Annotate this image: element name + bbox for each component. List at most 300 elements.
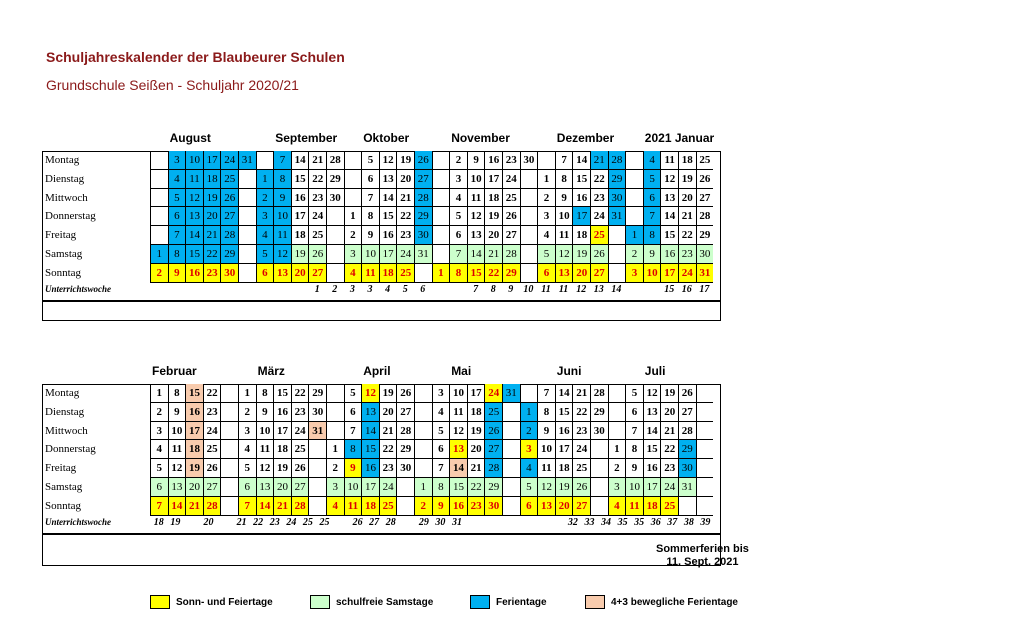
day-cell: 23 xyxy=(678,245,696,264)
day-cell: 3 xyxy=(326,478,344,497)
day-cell xyxy=(502,459,520,478)
day-cell xyxy=(238,189,256,208)
legend-label: Sonn- und Feiertage xyxy=(176,596,273,608)
day-cell: 2 xyxy=(150,403,168,422)
week-number: 16 xyxy=(681,283,692,295)
day-cell: 21 xyxy=(308,151,326,170)
day-cell: 11 xyxy=(625,497,643,516)
day-cell: 11 xyxy=(273,226,291,245)
day-cell: 6 xyxy=(537,264,555,283)
day-cell: 11 xyxy=(449,403,467,422)
day-cell xyxy=(414,264,432,283)
week-number: 8 xyxy=(490,283,496,295)
day-cell: 2 xyxy=(414,497,432,516)
day-cell: 31 xyxy=(608,207,626,226)
day-cell: 8 xyxy=(344,440,362,459)
day-cell xyxy=(520,226,538,245)
day-cell: 21 xyxy=(203,226,221,245)
day-cell: 20 xyxy=(273,478,291,497)
day-cell xyxy=(696,459,714,478)
day-cell: 1 xyxy=(326,440,344,459)
day-cell: 16 xyxy=(185,403,203,422)
day-cell: 28 xyxy=(414,189,432,208)
day-cell: 26 xyxy=(414,151,432,170)
day-cell: 16 xyxy=(572,189,590,208)
day-cell: 29 xyxy=(678,440,696,459)
day-cell: 2 xyxy=(608,459,626,478)
day-cell: 21 xyxy=(467,459,485,478)
day-cell: 7 xyxy=(361,189,379,208)
month-header: Dezember xyxy=(556,131,615,145)
day-cell: 4 xyxy=(150,440,168,459)
day-cell: 5 xyxy=(432,422,450,441)
day-cell: 15 xyxy=(449,478,467,497)
day-cell: 28 xyxy=(220,226,238,245)
day-cell: 5 xyxy=(256,245,274,264)
day-cell: 23 xyxy=(203,264,221,283)
day-cell: 26 xyxy=(484,422,502,441)
day-cell: 29 xyxy=(590,403,608,422)
day-cell: 4 xyxy=(326,497,344,516)
day-cell: 19 xyxy=(291,245,309,264)
day-cell: 28 xyxy=(326,151,344,170)
week-number: 7 xyxy=(473,283,479,295)
day-cell: 4 xyxy=(238,440,256,459)
day-cell xyxy=(502,403,520,422)
day-cell: 10 xyxy=(361,245,379,264)
day-cell: 1 xyxy=(608,440,626,459)
day-cell: 29 xyxy=(326,170,344,189)
day-cell: 9 xyxy=(256,403,274,422)
day-cell: 18 xyxy=(643,497,661,516)
day-cell: 6 xyxy=(168,207,186,226)
week-number: 33 xyxy=(584,516,595,528)
day-cell xyxy=(238,207,256,226)
day-cell: 15 xyxy=(291,170,309,189)
day-cell: 21 xyxy=(678,207,696,226)
day-cell: 28 xyxy=(590,384,608,403)
week-number: 17 xyxy=(699,283,710,295)
day-cell: 20 xyxy=(678,189,696,208)
weekday-label: Donnerstag xyxy=(45,443,96,456)
week-number: 31 xyxy=(451,516,462,528)
day-cell: 14 xyxy=(361,422,379,441)
day-cell: 27 xyxy=(414,170,432,189)
day-cell: 10 xyxy=(467,170,485,189)
day-cell: 19 xyxy=(484,207,502,226)
day-cell xyxy=(625,151,643,170)
month-header: April xyxy=(363,364,391,378)
month-header: Februar xyxy=(152,364,197,378)
day-cell: 24 xyxy=(220,151,238,170)
day-cell: 24 xyxy=(502,170,520,189)
day-cell: 24 xyxy=(379,478,397,497)
day-cell xyxy=(590,459,608,478)
day-cell: 28 xyxy=(291,497,309,516)
day-cell: 25 xyxy=(484,403,502,422)
day-cell: 28 xyxy=(696,207,714,226)
day-cell: 15 xyxy=(185,384,203,403)
day-cell: 9 xyxy=(432,497,450,516)
day-cell: 16 xyxy=(185,264,203,283)
day-cell: 19 xyxy=(379,384,397,403)
day-cell xyxy=(220,440,238,459)
day-cell: 31 xyxy=(414,245,432,264)
day-cell xyxy=(414,422,432,441)
day-cell: 12 xyxy=(660,170,678,189)
day-cell: 1 xyxy=(344,207,362,226)
day-cell xyxy=(344,151,362,170)
day-cell: 2 xyxy=(344,226,362,245)
day-cell xyxy=(432,189,450,208)
day-cell xyxy=(520,170,538,189)
day-cell: 3 xyxy=(168,151,186,170)
day-cell: 26 xyxy=(220,189,238,208)
day-cell xyxy=(432,245,450,264)
day-cell: 4 xyxy=(256,226,274,245)
week-number: 3 xyxy=(349,283,355,295)
day-cell: 7 xyxy=(537,384,555,403)
day-cell: 8 xyxy=(168,384,186,403)
footer-box xyxy=(42,301,721,321)
day-cell xyxy=(696,422,714,441)
day-cell: 3 xyxy=(608,478,626,497)
day-cell: 9 xyxy=(273,189,291,208)
day-cell: 15 xyxy=(185,245,203,264)
day-cell: 14 xyxy=(256,497,274,516)
week-number: 5 xyxy=(402,283,408,295)
day-cell: 20 xyxy=(660,403,678,422)
week-number: 26 xyxy=(352,516,363,528)
day-cell: 7 xyxy=(432,459,450,478)
day-cell: 29 xyxy=(308,384,326,403)
day-cell: 8 xyxy=(555,170,573,189)
day-cell: 23 xyxy=(291,403,309,422)
day-cell: 14 xyxy=(555,384,573,403)
day-cell: 11 xyxy=(256,440,274,459)
legend-label: Ferientage xyxy=(496,596,547,608)
week-number: 13 xyxy=(593,283,604,295)
day-cell: 11 xyxy=(361,264,379,283)
day-cell: 9 xyxy=(537,422,555,441)
day-cell: 11 xyxy=(185,170,203,189)
weekday-label: Samstag xyxy=(45,481,83,493)
day-cell: 29 xyxy=(502,264,520,283)
day-cell: 19 xyxy=(203,189,221,208)
day-cell: 17 xyxy=(273,422,291,441)
week-number: 25 xyxy=(302,516,313,528)
day-cell: 12 xyxy=(361,384,379,403)
day-cell: 22 xyxy=(678,226,696,245)
legend-label: 4+3 bewegliche Ferientage xyxy=(611,596,738,608)
day-cell: 19 xyxy=(555,478,573,497)
day-cell: 12 xyxy=(273,245,291,264)
day-cell xyxy=(696,403,714,422)
day-cell xyxy=(220,478,238,497)
day-cell xyxy=(308,497,326,516)
day-cell: 26 xyxy=(291,459,309,478)
day-cell: 23 xyxy=(203,403,221,422)
day-cell: 22 xyxy=(203,245,221,264)
day-cell: 2 xyxy=(256,189,274,208)
day-cell: 1 xyxy=(520,403,538,422)
week-number: 11 xyxy=(558,283,569,295)
day-cell: 2 xyxy=(625,245,643,264)
day-cell: 21 xyxy=(396,189,414,208)
day-cell: 10 xyxy=(256,422,274,441)
day-cell: 12 xyxy=(256,459,274,478)
day-cell: 27 xyxy=(696,189,714,208)
day-cell: 28 xyxy=(678,422,696,441)
day-cell: 31 xyxy=(502,384,520,403)
day-cell: 24 xyxy=(678,264,696,283)
day-cell: 5 xyxy=(344,384,362,403)
day-cell: 13 xyxy=(168,478,186,497)
day-cell: 14 xyxy=(291,151,309,170)
day-cell: 15 xyxy=(467,264,485,283)
day-cell: 19 xyxy=(396,151,414,170)
day-cell xyxy=(238,170,256,189)
weekday-label: Dienstag xyxy=(45,172,85,185)
day-cell: 25 xyxy=(572,459,590,478)
day-cell: 25 xyxy=(396,264,414,283)
day-cell: 30 xyxy=(678,459,696,478)
day-cell: 13 xyxy=(361,403,379,422)
day-cell: 20 xyxy=(379,403,397,422)
day-cell: 22 xyxy=(203,384,221,403)
day-cell: 23 xyxy=(590,189,608,208)
day-cell: 2 xyxy=(520,422,538,441)
day-cell: 8 xyxy=(432,478,450,497)
legend-label: schulfreie Samstage xyxy=(336,596,434,608)
day-cell: 3 xyxy=(256,207,274,226)
day-cell: 5 xyxy=(238,459,256,478)
day-cell: 4 xyxy=(449,189,467,208)
day-cell: 25 xyxy=(203,440,221,459)
day-cell: 22 xyxy=(590,170,608,189)
day-cell: 30 xyxy=(608,189,626,208)
day-cell: 6 xyxy=(361,170,379,189)
day-cell: 21 xyxy=(572,384,590,403)
day-cell xyxy=(502,478,520,497)
legend-holidays xyxy=(150,595,273,609)
day-cell: 27 xyxy=(203,478,221,497)
day-cell: 28 xyxy=(396,422,414,441)
day-cell: 18 xyxy=(203,170,221,189)
day-cell: 26 xyxy=(572,478,590,497)
day-cell: 4 xyxy=(344,264,362,283)
week-number: 6 xyxy=(420,283,426,295)
legend-swatch-yellow xyxy=(150,595,170,609)
day-cell: 23 xyxy=(396,226,414,245)
week-number: 35 xyxy=(634,516,645,528)
day-cell: 21 xyxy=(379,422,397,441)
day-cell xyxy=(238,226,256,245)
day-cell: 11 xyxy=(537,459,555,478)
day-cell: 27 xyxy=(572,497,590,516)
day-cell: 13 xyxy=(379,170,397,189)
day-cell: 25 xyxy=(291,440,309,459)
day-cell xyxy=(238,264,256,283)
day-cell: 29 xyxy=(414,207,432,226)
week-number: 1 xyxy=(314,283,320,295)
day-cell: 5 xyxy=(168,189,186,208)
day-cell: 2 xyxy=(150,264,168,283)
day-cell xyxy=(220,384,238,403)
day-cell: 19 xyxy=(572,245,590,264)
day-cell: 8 xyxy=(643,226,661,245)
day-cell: 3 xyxy=(238,422,256,441)
day-cell: 6 xyxy=(150,478,168,497)
day-cell: 17 xyxy=(361,478,379,497)
day-cell: 4 xyxy=(168,170,186,189)
day-cell: 6 xyxy=(643,189,661,208)
week-number: 21 xyxy=(236,516,247,528)
day-cell: 8 xyxy=(273,170,291,189)
week-number: 10 xyxy=(523,283,534,295)
day-cell: 14 xyxy=(572,151,590,170)
week-number: 4 xyxy=(385,283,391,295)
day-cell: 21 xyxy=(484,245,502,264)
day-cell: 18 xyxy=(291,226,309,245)
summer-holiday-note xyxy=(656,543,749,569)
day-cell: 8 xyxy=(361,207,379,226)
day-cell: 29 xyxy=(396,440,414,459)
day-cell: 30 xyxy=(696,245,714,264)
day-cell: 6 xyxy=(625,403,643,422)
day-cell: 3 xyxy=(150,422,168,441)
day-cell: 11 xyxy=(660,151,678,170)
day-cell: 20 xyxy=(467,440,485,459)
day-cell: 5 xyxy=(625,384,643,403)
day-cell: 1 xyxy=(238,384,256,403)
weekday-label: Mittwoch xyxy=(45,191,88,204)
day-cell: 26 xyxy=(678,384,696,403)
week-number: 38 xyxy=(683,516,694,528)
day-cell xyxy=(590,478,608,497)
day-cell: 3 xyxy=(344,245,362,264)
day-cell: 27 xyxy=(396,403,414,422)
day-cell: 18 xyxy=(678,151,696,170)
day-cell: 8 xyxy=(256,384,274,403)
month-header: August xyxy=(169,131,211,145)
week-number: 11 xyxy=(541,283,551,295)
day-cell xyxy=(326,403,344,422)
day-cell: 14 xyxy=(467,245,485,264)
day-cell xyxy=(396,497,414,516)
day-cell xyxy=(238,245,256,264)
day-cell: 1 xyxy=(537,170,555,189)
day-cell: 25 xyxy=(660,497,678,516)
legend-swatch-orange xyxy=(585,595,605,609)
day-cell: 12 xyxy=(537,478,555,497)
weekday-label: Sonntag xyxy=(45,499,82,512)
day-cell xyxy=(396,478,414,497)
day-cell xyxy=(326,207,344,226)
week-number: 14 xyxy=(611,283,622,295)
day-cell: 11 xyxy=(467,189,485,208)
day-cell: 9 xyxy=(361,226,379,245)
day-cell xyxy=(608,384,626,403)
week-number: 12 xyxy=(576,283,587,295)
day-cell: 16 xyxy=(291,189,309,208)
day-cell: 11 xyxy=(168,440,186,459)
day-cell xyxy=(520,207,538,226)
day-cell: 16 xyxy=(449,497,467,516)
day-cell: 15 xyxy=(572,170,590,189)
day-cell: 21 xyxy=(590,151,608,170)
day-cell: 23 xyxy=(467,497,485,516)
day-cell: 22 xyxy=(379,440,397,459)
day-cell xyxy=(625,189,643,208)
day-cell: 19 xyxy=(273,459,291,478)
footer-box xyxy=(42,534,721,566)
day-cell: 26 xyxy=(502,207,520,226)
day-cell: 21 xyxy=(273,497,291,516)
day-cell: 29 xyxy=(608,170,626,189)
day-cell xyxy=(220,497,238,516)
day-cell: 13 xyxy=(643,403,661,422)
day-cell xyxy=(150,170,168,189)
week-number: 22 xyxy=(253,516,264,528)
day-cell: 30 xyxy=(396,459,414,478)
day-cell: 18 xyxy=(484,189,502,208)
week-number: 23 xyxy=(269,516,280,528)
month-header: Mai xyxy=(451,364,472,378)
day-cell: 6 xyxy=(432,440,450,459)
day-cell: 10 xyxy=(185,151,203,170)
day-cell xyxy=(625,170,643,189)
day-cell: 22 xyxy=(291,384,309,403)
day-cell: 15 xyxy=(660,226,678,245)
month-header: März xyxy=(257,364,285,378)
day-cell: 4 xyxy=(520,459,538,478)
day-cell: 3 xyxy=(520,440,538,459)
day-cell xyxy=(256,151,274,170)
legend-free-saturdays xyxy=(310,595,433,609)
day-cell: 16 xyxy=(660,245,678,264)
day-cell: 20 xyxy=(185,478,203,497)
day-cell: 30 xyxy=(220,264,238,283)
day-cell: 14 xyxy=(660,207,678,226)
day-cell xyxy=(696,478,714,497)
weekday-label: Montag xyxy=(45,154,80,166)
weekday-label: Freitag xyxy=(45,229,77,242)
day-cell: 5 xyxy=(643,170,661,189)
day-cell: 24 xyxy=(291,422,309,441)
page-title: Schuljahreskalender der Blaubeurer Schulen xyxy=(46,49,345,65)
day-cell: 31 xyxy=(308,422,326,441)
day-cell: 3 xyxy=(625,264,643,283)
day-cell: 5 xyxy=(150,459,168,478)
day-cell: 16 xyxy=(361,459,379,478)
day-cell: 12 xyxy=(168,459,186,478)
day-cell: 17 xyxy=(379,245,397,264)
day-cell: 13 xyxy=(256,478,274,497)
day-cell xyxy=(696,497,714,516)
day-cell: 18 xyxy=(467,403,485,422)
day-cell: 26 xyxy=(590,245,608,264)
day-cell: 7 xyxy=(643,207,661,226)
week-number: 20 xyxy=(203,516,214,528)
day-cell xyxy=(414,384,432,403)
day-cell: 28 xyxy=(608,151,626,170)
day-cell: 2 xyxy=(326,459,344,478)
day-cell: 9 xyxy=(467,151,485,170)
week-number: 29 xyxy=(418,516,429,528)
month-header: September xyxy=(275,131,338,145)
day-cell: 17 xyxy=(185,422,203,441)
